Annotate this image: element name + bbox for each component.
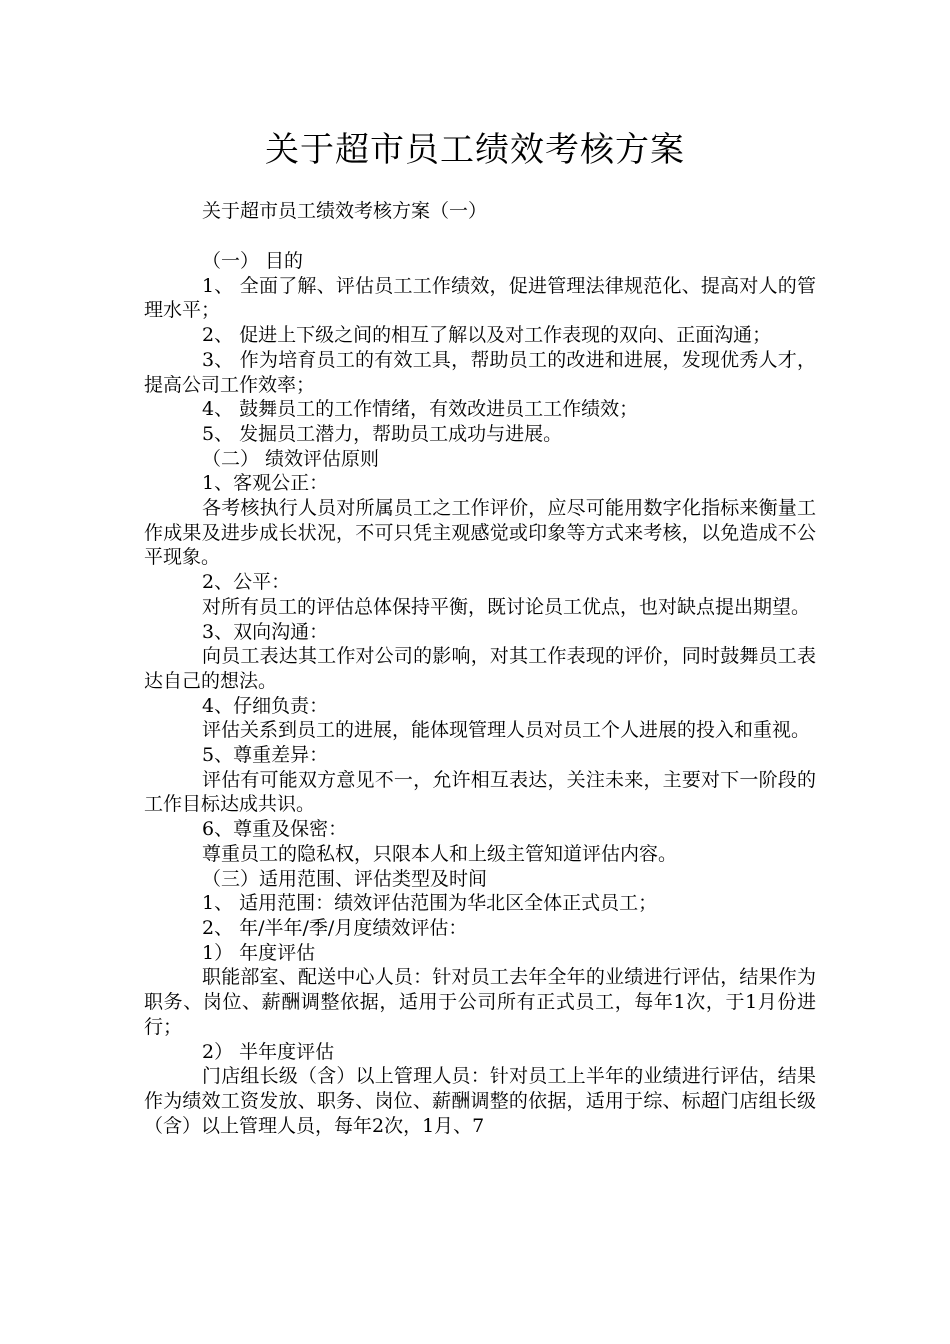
section-heading: （一） 目的: [202, 250, 304, 272]
document-title: 关于超市员工绩效考核方案: [265, 130, 685, 170]
paragraph: 3、 作为培育员工的有效工具，帮助员工的改进和进展，发现优秀人才，提高公司工作效率；: [144, 348, 816, 396]
section-heading: （二） 绩效评估原则: [202, 447, 380, 470]
paragraph: 1、 适用范围：绩效评估范围为华北区全体正式员工；: [202, 892, 658, 915]
paragraph: 1、 全面了解、评估员工工作绩效，促进管理法律规范化、提高对人的管理水平；: [144, 274, 816, 322]
document-subtitle: 关于超市员工绩效考核方案（一）: [202, 200, 488, 222]
paragraph: 向员工表达其工作对公司的影响，对其工作表现的评价，同时鼓舞员工表达自己的想法。: [144, 645, 816, 692]
paragraph: 4、 鼓舞员工的工作情绪，有效改进员工工作绩效；: [202, 398, 639, 421]
subheading: 1） 年度评估: [202, 941, 316, 964]
paragraph: 评估有可能双方意见不一，允许相互表达，关注未来，主要对下一阶段的工作目标达成共识。: [144, 768, 816, 816]
subheading: 4、仔细负责：: [202, 694, 329, 717]
subheading: 3、双向沟通：: [202, 620, 329, 643]
subheading: 5、尊重差异：: [202, 744, 329, 767]
paragraph: 尊重员工的隐私权，只限本人和上级主管知道评估内容。: [202, 842, 678, 865]
paragraph: 门店组长级（含）以上管理人员：针对员工上半年的业绩进行评估，结果作为绩效工资发放、职务、岗位、薪酬调整的依据，适用于综、标超门店组长级（含）以上管理人员，每年2次，1月、7: [144, 1065, 816, 1137]
document-body: [144, 249, 816, 1138]
paragraph: 对所有员工的评估总体保持平衡，既讨论员工优点，也对缺点提出期望。: [202, 595, 811, 618]
subheading: 2） 半年度评估: [202, 1040, 335, 1063]
paragraph: 职能部室、配送中心人员：针对员工去年全年的业绩进行评估，结果作为职务、岗位、薪酬调整依据，适用于公司所有正式员工，每年1次，于1月份进行；: [144, 966, 816, 1038]
paragraph: 2、 促进上下级之间的相互了解以及对工作表现的双向、正面沟通；: [202, 324, 772, 347]
subheading: 6、尊重及保密：: [202, 818, 348, 841]
paragraph: 各考核执行人员对所属员工之工作评价，应尽可能用数字化指标来衡量工作成果及进步成长状况，不可只凭主观感觉或印象等方式来考核，以免造成不公平现象。: [144, 497, 816, 569]
paragraph: 2、 年/半年/季/月度绩效评估：: [202, 916, 468, 939]
subheading: 2、公平：: [202, 571, 291, 594]
section-heading: （三）适用范围、评估类型及时间: [202, 867, 488, 890]
paragraph: 评估关系到员工的进展，能体现管理人员对员工个人进展的投入和重视。: [202, 719, 811, 742]
subheading: 1、客观公正：: [202, 472, 329, 495]
paragraph: 5、 发掘员工潜力，帮助员工成功与进展。: [202, 422, 563, 445]
